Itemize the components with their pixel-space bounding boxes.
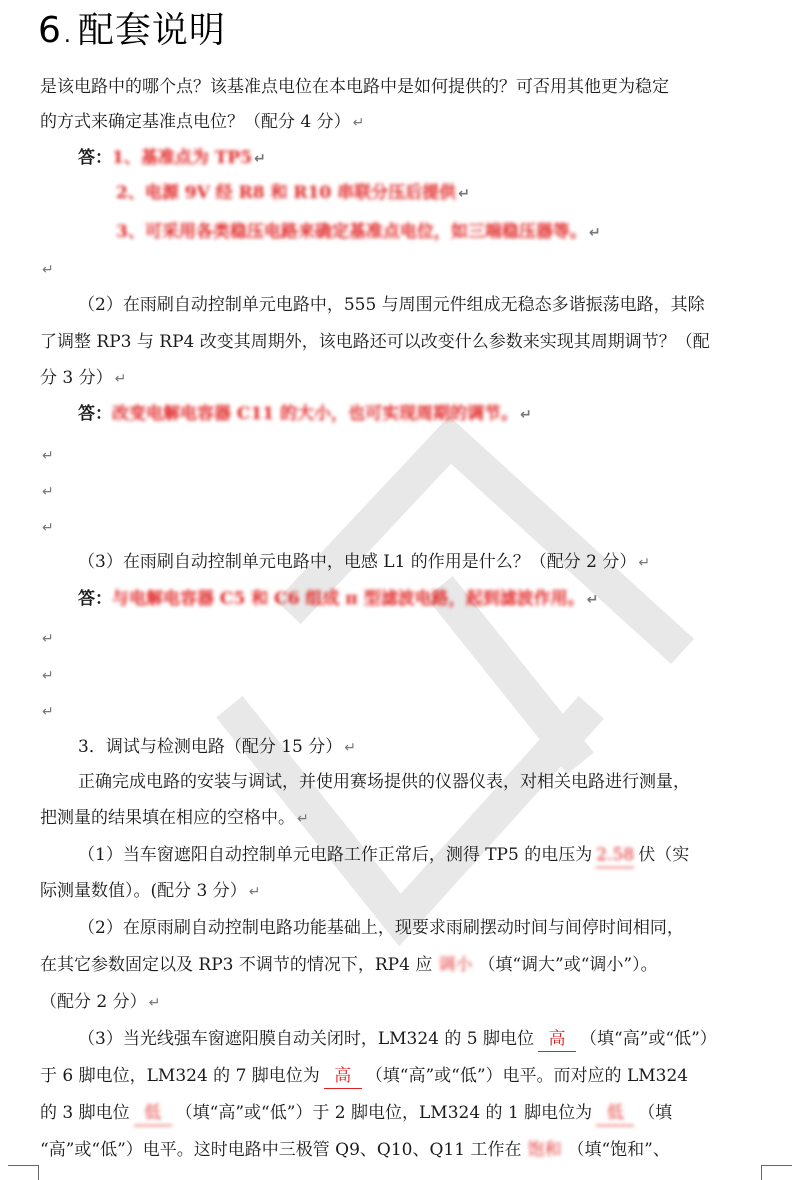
paragraph-mark: ↵ (42, 704, 54, 720)
sec3-p3-line-1: （3）当光线强车窗遮阳膜自动关闭时，LM324 的 5 脚电位 高 （填“高”或“低”） (78, 1027, 717, 1052)
sec3-intro-2: 把测量的结果填在相应的空格中。 ↵ (40, 808, 309, 828)
sec3-p2-line-2: 在其它参数固定以及 RP3 不调节的情况下，RP4 应 调小 （填“调大”或“调小”）。 (40, 955, 658, 975)
pin1-answer: 低 (596, 1101, 634, 1126)
section-title-text: 配套说明 (77, 10, 226, 51)
q1-line-2: 的方式来确定基准点电位？（配分 4 分） ↵ (40, 112, 365, 132)
section-title (38, 2, 226, 53)
transistor-state-answer: 饱和 (527, 1140, 562, 1160)
q2-answer: 答：改变电解电容器 C11 的大小，也可实现周期的调节。 ↵ (78, 404, 532, 424)
paragraph-mark: ↵ (42, 520, 54, 536)
sec3-p3-line-3: 的 3 脚电位 低 （填“高”或“低”）于 2 脚电位，LM324 的 1 脚电位为 低 （填 (40, 1101, 672, 1126)
q1-answer-1: 答：1、基准点为 TP5 ↵ (78, 148, 266, 168)
sec3-p2-line-3: （配分 2 分） ↵ (40, 992, 161, 1012)
q2-line-2: 了调整 RP3 与 RP4 改变其周期外，该电路还可以改变什么参数来实现其周期调节？（配 (40, 332, 710, 352)
sec3-p3-line-2: 于 6 脚电位，LM324 的 7 脚电位为 高 （填“高”或“低”）电平。而对应的 LM324 (40, 1064, 688, 1089)
q2-line-1: （2）在雨刷自动控制单元电路中，555 与周围元件组成无稳态多谐振荡电路，其除 (78, 295, 705, 315)
pin3-answer: 低 (134, 1101, 172, 1126)
sec3-heading: 3．调试与检测电路（配分 15 分） ↵ (78, 737, 356, 757)
paragraph-mark: ↵ (42, 484, 54, 500)
section-number: 6 (38, 10, 62, 51)
q3-line-1: （3）在雨刷自动控制单元电路中，电感 L1 的作用是什么？（配分 2 分） ↵ (78, 552, 651, 572)
pin7-answer: 高 (324, 1064, 362, 1089)
q3-answer: 答：与电解电容器 C5 和 C6 组成 π 型滤波电路，起到滤波作用。 ↵ (78, 589, 599, 609)
q1-line-1: 是该电路中的哪个点？该基准点电位在本电路中是如何提供的？可否用其他更为稳定 (40, 77, 669, 97)
q2-line-3: 分 3 分） ↵ (40, 368, 127, 388)
paragraph-mark: ↵ (42, 262, 54, 278)
paragraph-mark: ↵ (42, 631, 54, 647)
paragraph-mark: ↵ (42, 448, 54, 464)
sec3-p1-line-1: （1）当车窗遮阳自动控制单元电路工作正常后，测得 TP5 的电压为 2.58 伏（实 (78, 843, 689, 868)
tp5-voltage-value: 2.58 (596, 843, 634, 868)
sec3-p2-line-1: （2）在原雨刷自动控制电路功能基础上，现要求雨刷摆动时间与间停时间相同， (78, 918, 684, 938)
page-corner-marker-right (761, 1165, 792, 1180)
q1-answer-3: 3、可采用各类稳压电路来确定基准点电位，如三端稳压器等。 ↵ (116, 222, 601, 242)
sec3-p1-line-2: 际测量数值）。(配分 3 分） ↵ (40, 881, 261, 901)
sec3-p3-line-4: “高”或“低”）电平。这时电路中三极管 Q9、Q10、Q11 工作在 饱和 （填“饱和”、 (40, 1140, 670, 1160)
pin5-answer: 高 (538, 1027, 576, 1052)
q1-answer-2: 2、电源 9V 经 R8 和 R10 串联分压后提供 ↵ (116, 183, 470, 203)
section-dot: . (63, 23, 72, 48)
rp4-adjust-answer: 调小 (438, 955, 473, 975)
paragraph-mark: ↵ (42, 668, 54, 684)
sec3-intro-1: 正确完成电路的安装与调试，并使用赛场提供的仪器仪表，对相关电路进行测量， (78, 772, 690, 792)
page-corner-marker-left (8, 1165, 39, 1180)
